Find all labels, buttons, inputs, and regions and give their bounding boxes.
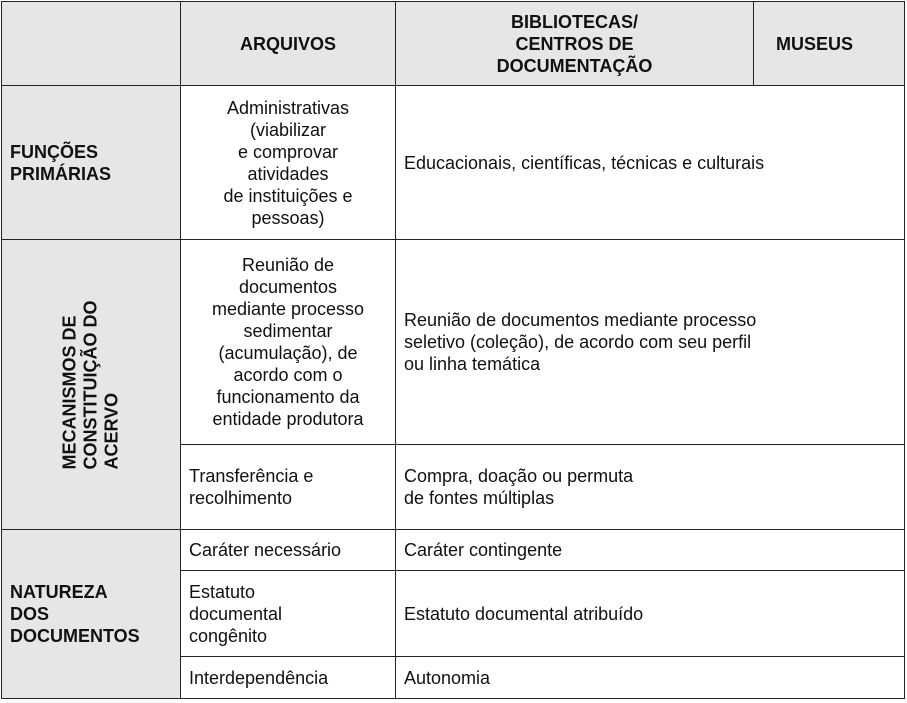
mecanismos-outros-cell-1: Reunião de documentos mediante processo seletivo (coleção), de acordo com seu perfil ou linha temática	[396, 240, 905, 445]
natureza-arquivos-cell-2: Estatuto documental congênito	[181, 571, 396, 657]
table-row-mecanismos-1	[2, 240, 905, 445]
comparison-table	[1, 1, 905, 699]
table-row-natureza-1	[2, 530, 905, 571]
row-label-funcoes: FUNÇÕES PRIMÁRIAS	[2, 86, 181, 240]
mecanismos-outros-cell-2: Compra, doação ou permuta de fontes múltiplas	[396, 445, 905, 530]
row-label-mecanismos-text: MECANISMOS DE CONSTITUIÇÃO DO ACERVO	[59, 300, 122, 469]
mecanismos-arquivos-cell-2: Transferência e recolhimento	[181, 445, 396, 530]
header-bibliotecas: BIBLIOTECAS/ CENTROS DE DOCUMENTAÇÃO	[396, 2, 754, 86]
row-label-natureza: NATUREZA DOS DOCUMENTOS	[2, 530, 181, 699]
table-row-funcoes	[2, 86, 905, 240]
funcoes-arquivos-cell: Administrativas (viabilizar e comprovar atividades de instituições e pessoas)	[181, 86, 396, 240]
mecanismos-arquivos-cell-1: Reunião de documentos mediante processo sedimentar (acumulação), de acordo com o funcionamento da entidade produtora	[181, 240, 396, 445]
natureza-arquivos-cell-1: Caráter necessário	[181, 530, 396, 571]
header-arquivos: ARQUIVOS	[181, 2, 396, 86]
natureza-arquivos-cell-3: Interdependência	[181, 657, 396, 699]
natureza-outros-cell-1: Caráter contingente	[396, 530, 905, 571]
table-header-row	[2, 2, 905, 86]
natureza-outros-cell-2: Estatuto documental atribuído	[396, 571, 905, 657]
funcoes-outros-cell: Educacionais, científicas, técnicas e culturais	[396, 86, 905, 240]
header-museus: MUSEUS	[754, 2, 905, 86]
row-label-mecanismos	[2, 240, 181, 530]
natureza-outros-cell-3: Autonomia	[396, 657, 905, 699]
header-empty-cell	[2, 2, 181, 86]
